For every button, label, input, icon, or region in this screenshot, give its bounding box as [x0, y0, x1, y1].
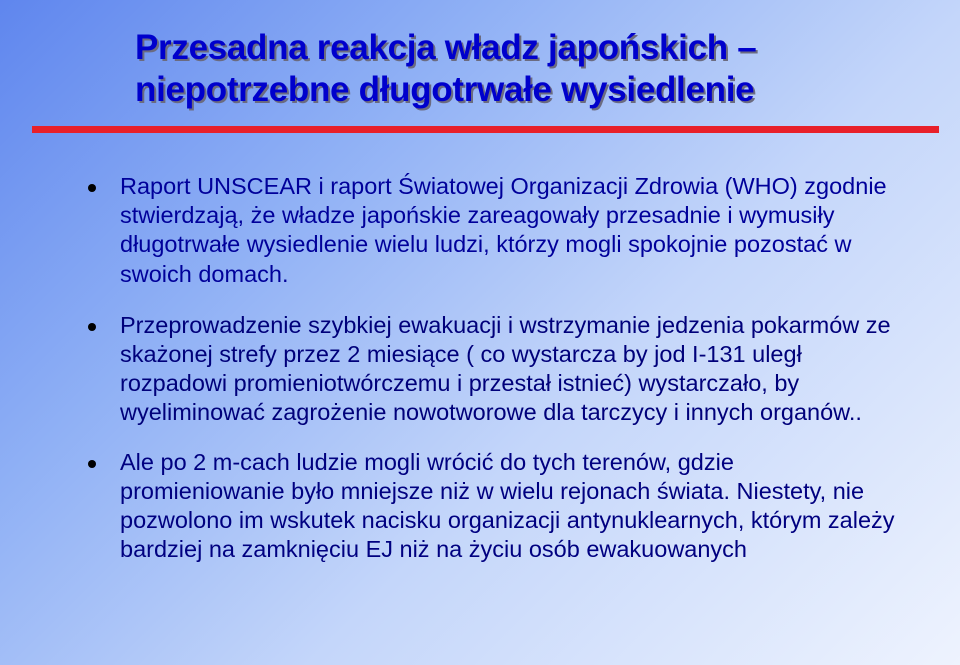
- bullet-item-unscear: [0, 172, 960, 289]
- title-divider: [32, 126, 939, 133]
- bullet-list: [0, 172, 960, 586]
- bullet-text: Raport UNSCEAR i raport Światowej Organizacji Zdrowia (WHO) zgodnie stwierdzają, że władze japońskie zareagowały przesadnie i wymusiły długotrwałe wysiedlenie wielu ludzi, którzy mogli spokojnie pozostać w swoich domach.: [120, 173, 887, 287]
- slide-title-line-2: niepotrzebne długotrwałe wysiedlenie: [135, 70, 755, 109]
- slide-title: [135, 27, 935, 111]
- bullet-point-icon: [88, 460, 96, 468]
- bullet-item-evacuation: [0, 311, 960, 428]
- slide-title-line-1: Przesadna reakcja władz japońskich –: [135, 28, 757, 67]
- bullet-point-icon: [88, 323, 96, 331]
- bullet-text: Ale po 2 m-cach ludzie mogli wrócić do tych terenów, gdzie promieniowanie było mniejsze niż w wielu rejonach świata. Niestety, nie pozwolono im wskutek nacisku organizacji antynuklearnych, którym zależy bardziej na zamknięciu EJ niż na życiu osób ewakuowanych: [120, 448, 895, 563]
- bullet-text: Przeprowadzenie szybkiej ewakuacji i wstrzymanie jedzenia pokarmów ze skażonej strefy przez 2 miesiące ( co wystarcza by jod I-131 uległ rozpadowi promieniotwórczemu i przestał istnieć) wystarczało, by wyeliminować zagrożenie nowotworowe dla tarczycy i innych organów..: [120, 311, 891, 426]
- bullet-item-return: [0, 448, 960, 565]
- bullet-point-icon: [88, 184, 96, 192]
